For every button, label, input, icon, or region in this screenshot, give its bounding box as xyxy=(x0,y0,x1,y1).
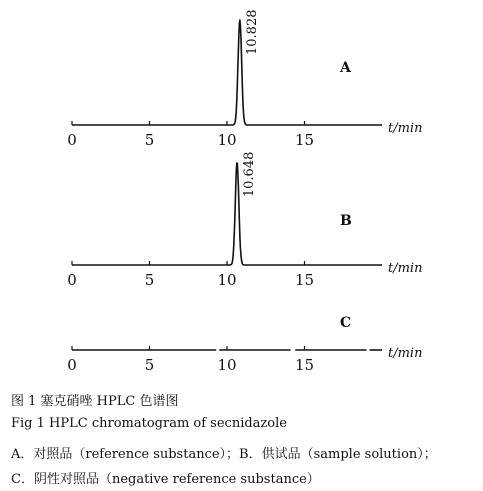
panel-2-tick-label-10: 10 xyxy=(217,271,237,289)
panel-2-tick-label-15: 15 xyxy=(294,271,315,289)
panel-2-tick-label-5: 5 xyxy=(144,271,155,289)
panel-1-tick-label-15: 15 xyxy=(294,131,315,149)
panel-1-tick-label-5: 5 xyxy=(144,131,155,149)
panel-2-trace xyxy=(72,163,382,265)
figure-legend-line-2: C．阴性对照品（negative reference substance） xyxy=(11,472,320,487)
panel-1-tick-label-10: 10 xyxy=(217,131,237,149)
panel-3-tick-label-15: 15 xyxy=(294,356,315,374)
figure-caption-chinese: 图 1 塞克硝唑 HPLC 色谱图 xyxy=(11,394,179,409)
panel-1-peak-label-1: 10.828 xyxy=(244,9,260,55)
panel-1-label: A xyxy=(340,60,351,76)
panel-2-label: B xyxy=(340,213,352,229)
panel-3-tick-label-10: 10 xyxy=(217,356,237,374)
panel-1-trace xyxy=(72,20,382,125)
panel-3-tick-label-5: 5 xyxy=(144,356,155,374)
panel-3-axis-label: t/min xyxy=(388,346,423,361)
panel-2-axis-label: t/min xyxy=(388,261,423,276)
figure-caption-english: Fig 1 HPLC chromatogram of secnidazole xyxy=(11,416,287,431)
panel-3-label: C xyxy=(340,315,352,331)
panel-2-tick-label-0: 0 xyxy=(67,271,77,289)
panel-1-axis-label: t/min xyxy=(388,121,423,136)
panel-3-tick-label-0: 0 xyxy=(67,356,77,374)
panel-1-tick-label-0: 0 xyxy=(67,131,77,149)
panel-2-peak-label-1: 10.648 xyxy=(242,151,258,198)
figure-legend-line-1: A．对照品（reference substance）；B．供试品（sample solution）； xyxy=(11,447,437,462)
